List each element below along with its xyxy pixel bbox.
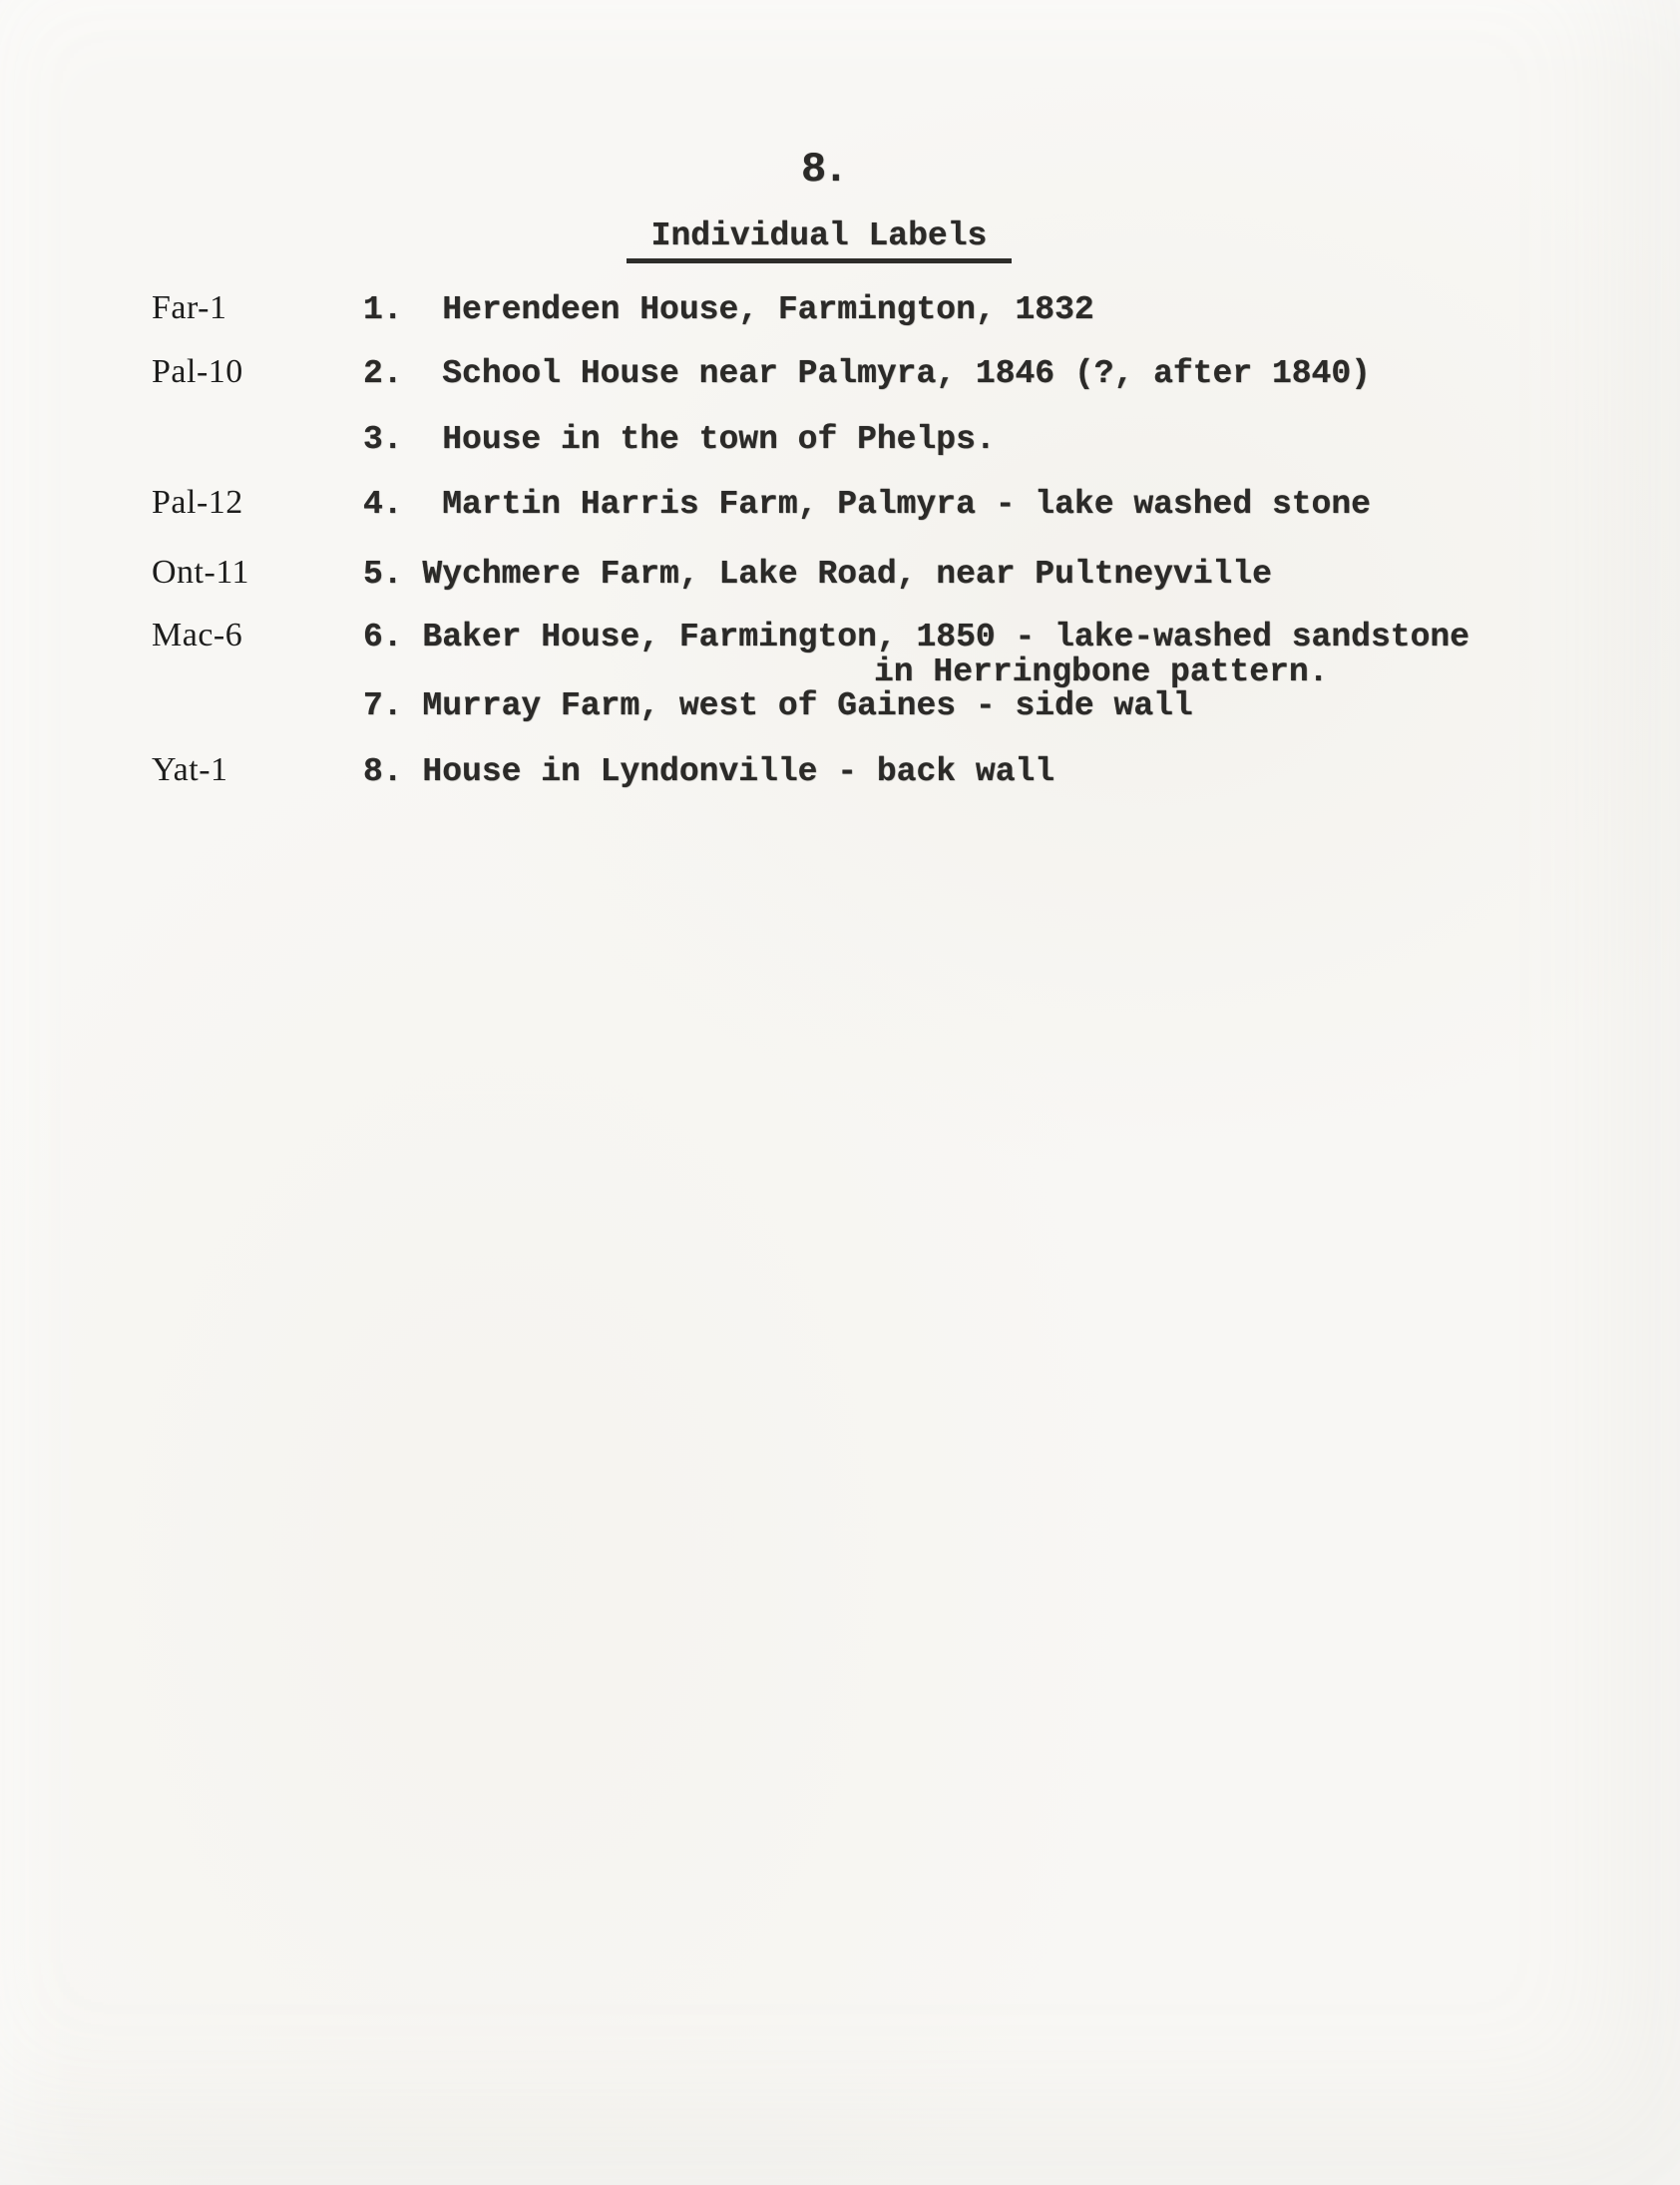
item-text-continuation: in Herringbone pattern. [874, 654, 1329, 690]
item-text: 8. House in Lyndonville - back wall [363, 753, 1055, 790]
item-text: 7. Murray Farm, west of Gaines - side wall [363, 687, 1193, 724]
margin-code: Yat-1 [152, 751, 228, 788]
item-text: 2. School House near Palmyra, 1846 (?, after 1840) [363, 355, 1371, 392]
item-text: 3. House in the town of Phelps. [363, 421, 996, 458]
section-heading: Individual Labels [627, 219, 1012, 263]
margin-code: Ont-11 [152, 554, 250, 591]
margin-code: Pal-12 [152, 484, 243, 521]
item-text: 5. Wychmere Farm, Lake Road, near Pultneyville [363, 556, 1272, 593]
item-text: 1. Herendeen House, Farmington, 1832 [363, 291, 1094, 328]
page-number: 8. [801, 146, 846, 194]
item-text: 6. Baker House, Farmington, 1850 - lake-washed sandstone [363, 619, 1470, 656]
margin-code: Far-1 [152, 289, 227, 326]
margin-code: Mac-6 [152, 617, 243, 654]
margin-code: Pal-10 [152, 353, 243, 390]
item-text: 4. Martin Harris Farm, Palmyra - lake washed stone [363, 486, 1371, 523]
